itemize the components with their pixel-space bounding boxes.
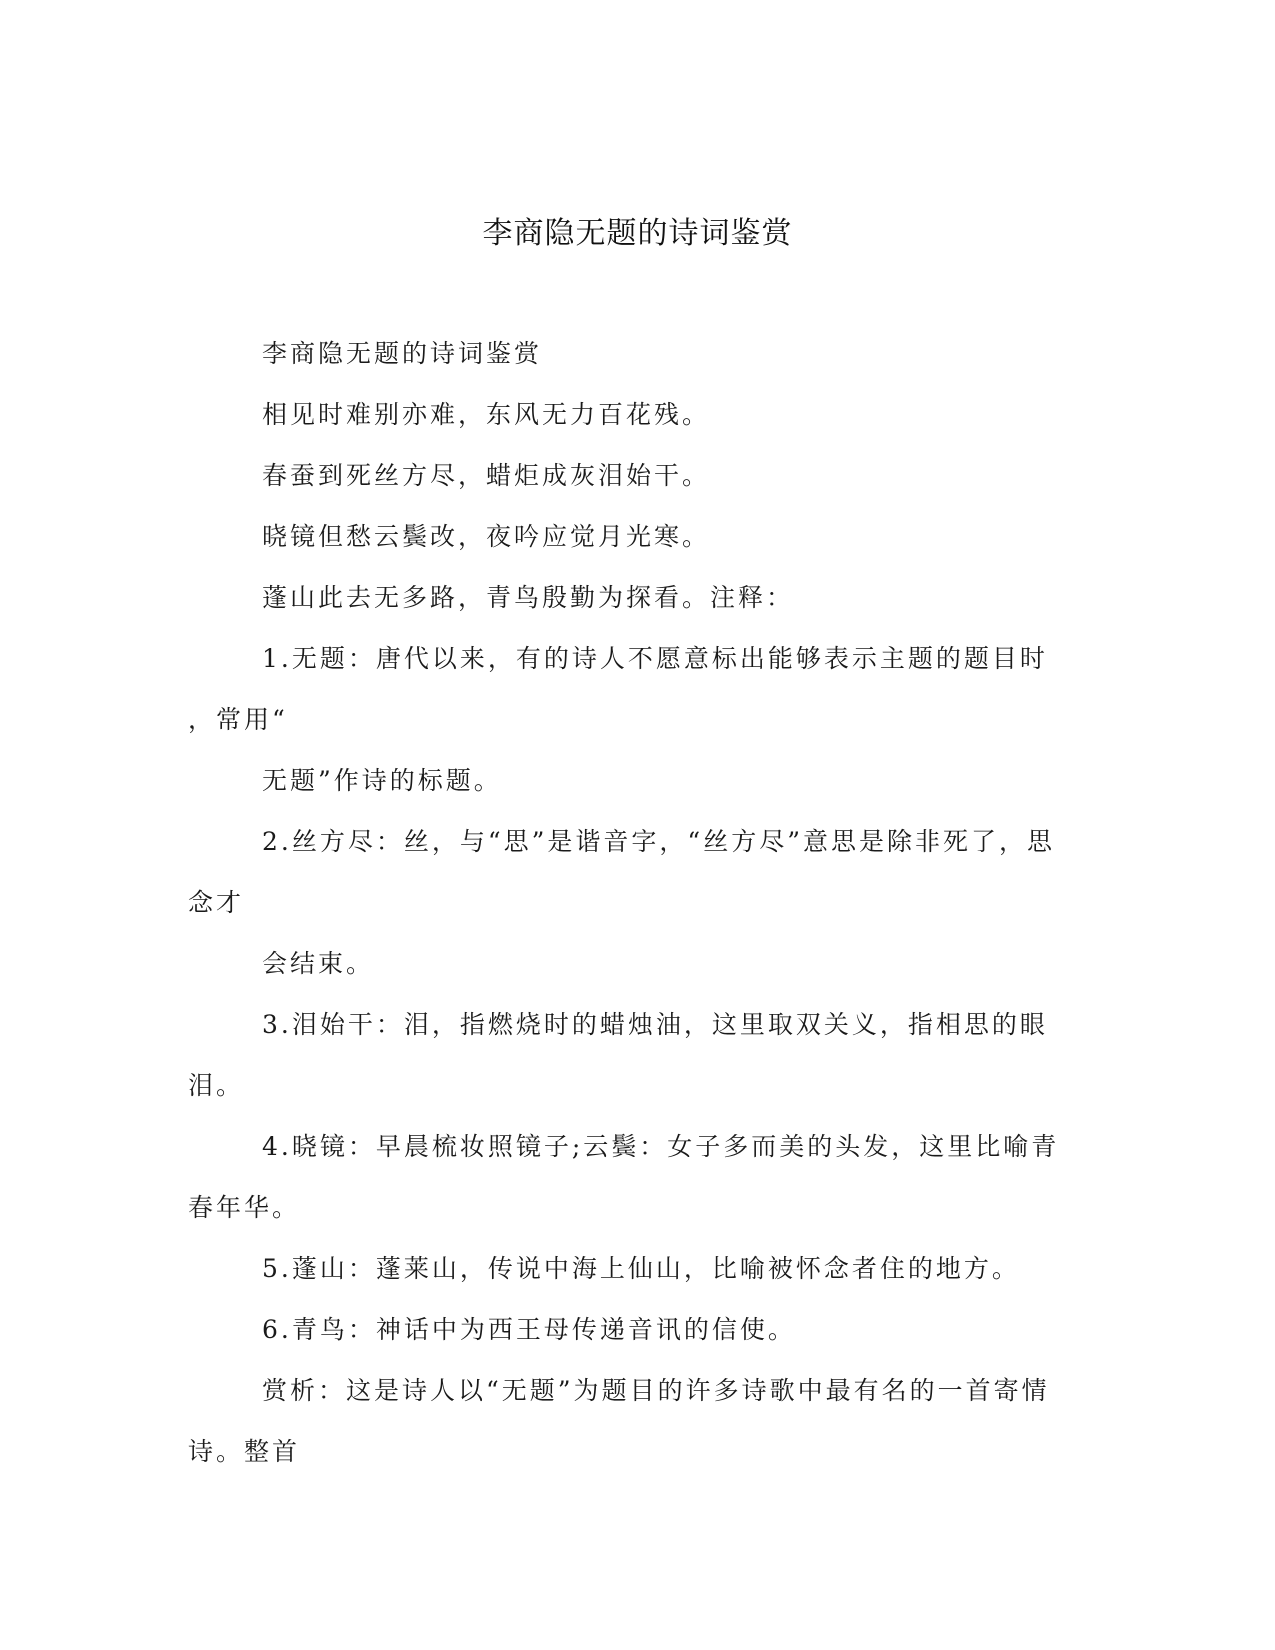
text-line: ，常用“ bbox=[188, 705, 288, 734]
text-line: 念才 bbox=[188, 888, 245, 917]
document-title: 李商隐无题的诗词鉴赏 bbox=[482, 216, 793, 251]
text-line: 无题”作诗的标题。 bbox=[262, 766, 502, 795]
text-line: 蓬山此去无多路，青鸟殷勤为探看。注释： bbox=[262, 583, 795, 612]
text-line: 3.泪始干：泪，指燃烧时的蜡烛油，这里取双关义，指相思的眼 bbox=[262, 1010, 1048, 1039]
text-line: 5.蓬山：蓬莱山，传说中海上仙山，比喻被怀念者住的地方。 bbox=[262, 1254, 1020, 1283]
text-line: 6.青鸟：神话中为西王母传递音讯的信使。 bbox=[262, 1315, 796, 1344]
text-line: 4.晓镜：早晨梳妆照镜子;云鬓：女子多而美的头发，这里比喻青 bbox=[262, 1132, 1060, 1161]
text-line: 晓镜但愁云鬓改，夜吟应觉月光寒。 bbox=[262, 522, 711, 551]
text-line: 1.无题：唐代以来，有的诗人不愿意标出能够表示主题的题目时 bbox=[262, 644, 1048, 673]
text-line: 春年华。 bbox=[188, 1193, 301, 1222]
text-line: 赏析：这是诗人以“无题”为题目的许多诗歌中最有名的一首寄情 bbox=[262, 1376, 1050, 1405]
text-line: 春蚕到死丝方尽，蜡炬成灰泪始干。 bbox=[262, 461, 711, 490]
text-line: 2.丝方尽：丝，与“思”是谐音字，“丝方尽”意思是除非死了，思 bbox=[262, 827, 1055, 856]
text-line: 会结束。 bbox=[262, 949, 375, 978]
text-line: 诗。整首 bbox=[188, 1437, 301, 1466]
document-body bbox=[188, 323, 1068, 1482]
text-line: 相见时难别亦难，东风无力百花残。 bbox=[262, 400, 711, 429]
text-line: 泪。 bbox=[188, 1071, 245, 1100]
text-line: 李商隐无题的诗词鉴赏 bbox=[262, 339, 543, 368]
